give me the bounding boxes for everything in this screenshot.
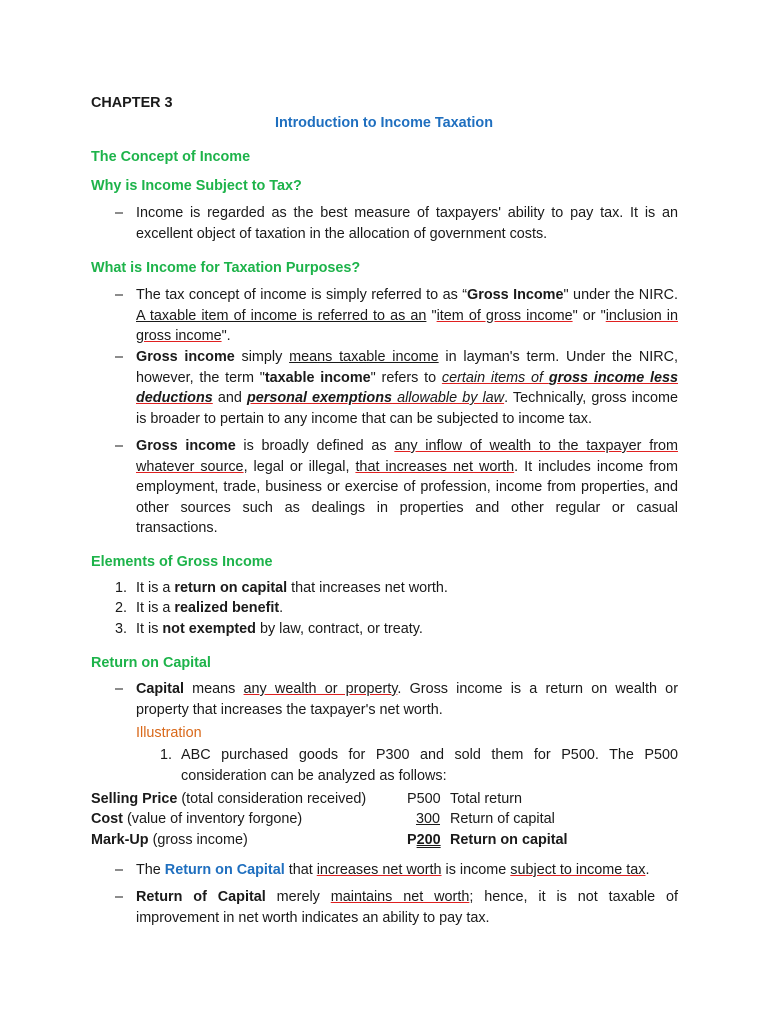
bullet-text: The Return on Capital that increases net worth is income subject to income tax.	[136, 862, 650, 878]
illustration-item-1: 1. ABC purchased goods for P300 and sold them for P500. The P500 consideration can be analyzed as follows:	[160, 747, 678, 784]
list-item-element-3: 3. It is not exempted by law, contract, or treaty.	[115, 621, 423, 637]
list-item-element-1: 1. It is a return on capital that increases net worth.	[115, 580, 448, 596]
bullet-dash: –	[115, 287, 124, 303]
bullet-text: Return of Capital merely maintains net worth; hence, it is not taxable of improvement in net worth indicates an ability to pay tax.	[136, 889, 678, 926]
bullet-why-income	[115, 203, 678, 244]
bullet-tax-concept	[115, 285, 678, 347]
heading-what-is-income: What is Income for Taxation Purposes?	[91, 260, 361, 276]
heading-why-income-taxed: Why is Income Subject to Tax?	[91, 178, 302, 194]
bullet-dash: –	[115, 349, 124, 365]
bullet-text: Capital means any wealth or property. Gross income is a return on wealth or property that increases the taxpayer's net worth.	[136, 681, 678, 718]
bullet-gross-income-taxable	[115, 347, 678, 429]
list-item-element-2: 2. It is a realized benefit.	[115, 600, 284, 616]
bullet-text: Gross income simply means taxable income in layman's term. Under the NIRC, however, the term "taxable income" refers to certain items of gross income less deductions and personal exemptions allowable by law. Technically, gross income is broader to pertain to any income that can be subjected to income tax.	[136, 349, 678, 427]
bullet-dash: –	[115, 889, 124, 905]
heading-return-on-capital: Return on Capital	[91, 655, 211, 671]
bullet-return-of-capital	[115, 887, 678, 928]
bullet-dash: –	[115, 862, 124, 878]
chapter-label: CHAPTER 3	[91, 95, 173, 111]
heading-elements-gross-income: Elements of Gross Income	[91, 554, 273, 570]
heading-concept-of-income: The Concept of Income	[91, 149, 251, 165]
table-row: Cost (value of inventory forgone) 300 Return of capital	[91, 811, 555, 827]
illustration-label: Illustration	[136, 725, 202, 741]
bullet-gross-income-defined	[115, 436, 678, 539]
bullet-dash: –	[115, 681, 124, 697]
table-row: Selling Price (total consideration received) P500 Total return	[91, 791, 522, 807]
bullet-text: Gross income is broadly defined as any inflow of wealth to the taxpayer from whatever source, legal or illegal, that increases net worth. It includes income from employment, trade, business or exercise of profession, income from properties, and other sources such as dealings in properties and other regular or casual transactions.	[136, 438, 678, 536]
bullet-capital	[115, 679, 678, 720]
bullet-dash: –	[115, 205, 124, 221]
bullet-text: The tax concept of income is simply referred to as “Gross Income" under the NIRC. A taxable item of income is referred to as an "item of gross income" or "inclusion in gross income".	[136, 287, 678, 344]
table-row: Mark-Up (gross income) P200 Return on capital	[91, 832, 568, 848]
bullet-text: Income is regarded as the best measure of taxpayers' ability to pay tax. It is an excellent object of taxation in the allocation of government costs.	[136, 205, 678, 242]
bullet-dash: –	[115, 438, 124, 454]
chapter-title: Introduction to Income Taxation	[275, 115, 493, 131]
bullet-return-on-capital	[115, 860, 678, 881]
